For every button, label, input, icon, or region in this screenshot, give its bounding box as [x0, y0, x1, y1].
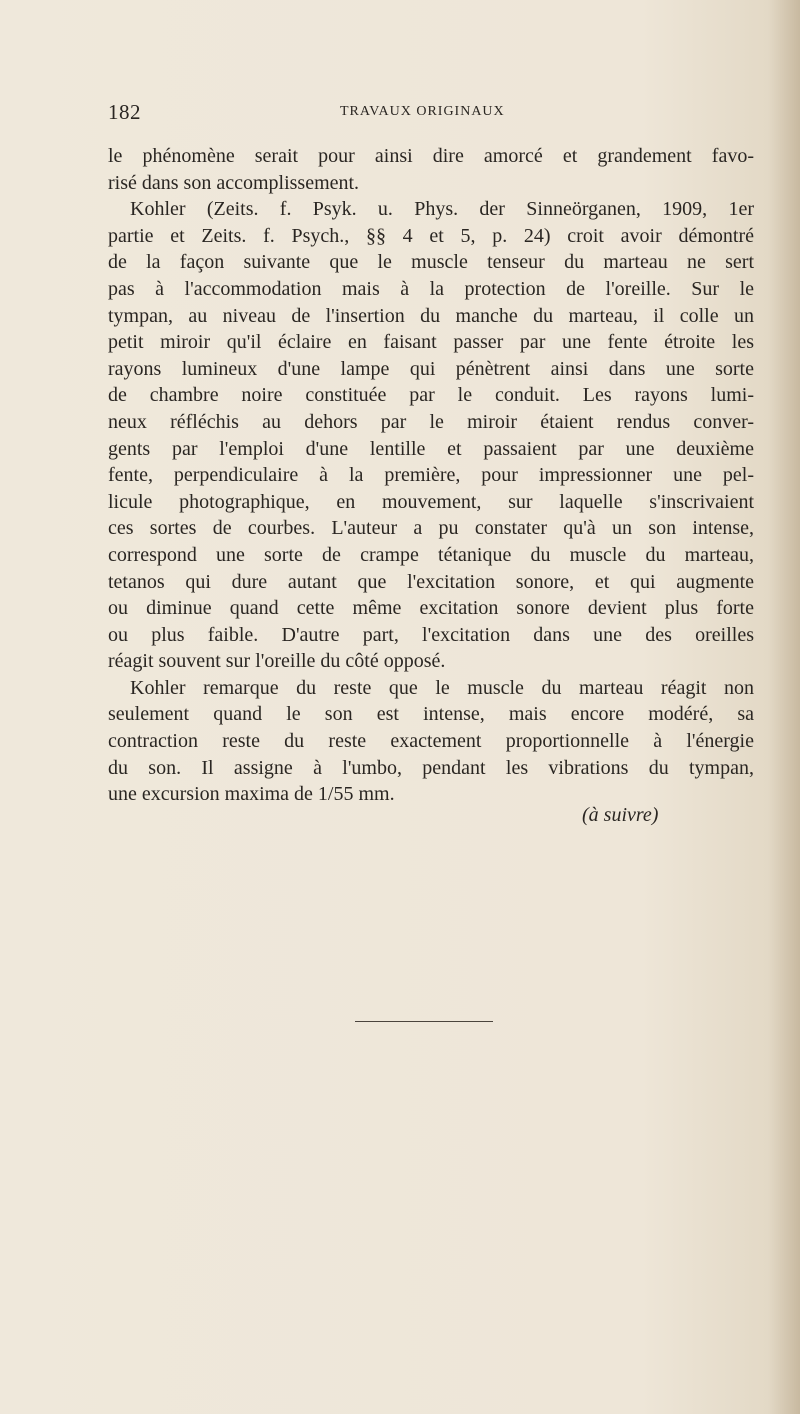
- page-number: 182: [108, 100, 141, 124]
- text-line: risé dans son accomplissement.: [108, 171, 360, 194]
- text-line: Kohler remarque du reste que le muscle du marteau réagit non: [130, 676, 754, 699]
- text-line: rayons lumineux d'une lampe qui pénètrent ainsi dans une sorte: [108, 357, 754, 380]
- text-line: contraction reste du reste exactement proportionnelle à l'énergie: [108, 730, 754, 753]
- body-text: [108, 143, 754, 808]
- text-line: de la façon suivante que le muscle tenseur du marteau ne sert: [108, 251, 754, 274]
- text-line: gents par l'emploi d'une lentille et passaient par une deuxième: [108, 437, 754, 460]
- text-line: fente, perpendiculaire à la première, pour impressionner une pel-: [108, 464, 754, 487]
- text-line: de chambre noire constituée par le conduit. Les rayons lumi-: [108, 384, 754, 407]
- text-line: une excursion maxima de 1/55 mm.: [108, 783, 395, 806]
- text-line: réagit souvent sur l'oreille du côté opposé.: [108, 650, 446, 673]
- end-rule: [355, 1021, 493, 1022]
- text-line: correspond une sorte de crampe tétanique du muscle du marteau,: [108, 543, 754, 566]
- text-line: neux réfléchis au dehors par le miroir étaient rendus conver-: [108, 410, 754, 433]
- text-line: le phénomène serait pour ainsi dire amorcé et grandement favo-: [108, 145, 754, 167]
- text-line: ces sortes de courbes. L'auteur a pu constater qu'à un son intense,: [108, 517, 754, 540]
- text-line: ou diminue quand cette même excitation sonore devient plus forte: [108, 597, 754, 620]
- text-line: seulement quand le son est intense, mais encore modéré, sa: [108, 703, 754, 726]
- text-line: tetanos qui dure autant que l'excitation sonore, et qui augmente: [108, 570, 754, 593]
- text-line: partie et Zeits. f. Psych., §§ 4 et 5, p. 24) croit avoir démontré: [108, 224, 754, 247]
- to-be-continued-note: (à suivre): [582, 804, 659, 826]
- text-line: pas à l'accommodation mais à la protection de l'oreille. Sur le: [108, 277, 754, 300]
- text-line: petit miroir qu'il éclaire en faisant passer par une fente étroite les: [108, 331, 754, 354]
- text-line: Kohler (Zeits. f. Psyk. u. Phys. der Sinneörganen, 1909, 1er: [130, 198, 754, 221]
- running-head: TRAVAUX ORIGINAUX: [340, 104, 505, 119]
- text-line: tympan, au niveau de l'insertion du manche du marteau, il colle un: [108, 304, 754, 327]
- text-line: ou plus faible. D'autre part, l'excitation dans une des oreilles: [108, 623, 754, 646]
- text-line: licule photographique, en mouvement, sur laquelle s'inscrivaient: [108, 490, 754, 513]
- page-header: [108, 100, 754, 130]
- text-line: du son. Il assigne à l'umbo, pendant les vibrations du tympan,: [108, 756, 754, 779]
